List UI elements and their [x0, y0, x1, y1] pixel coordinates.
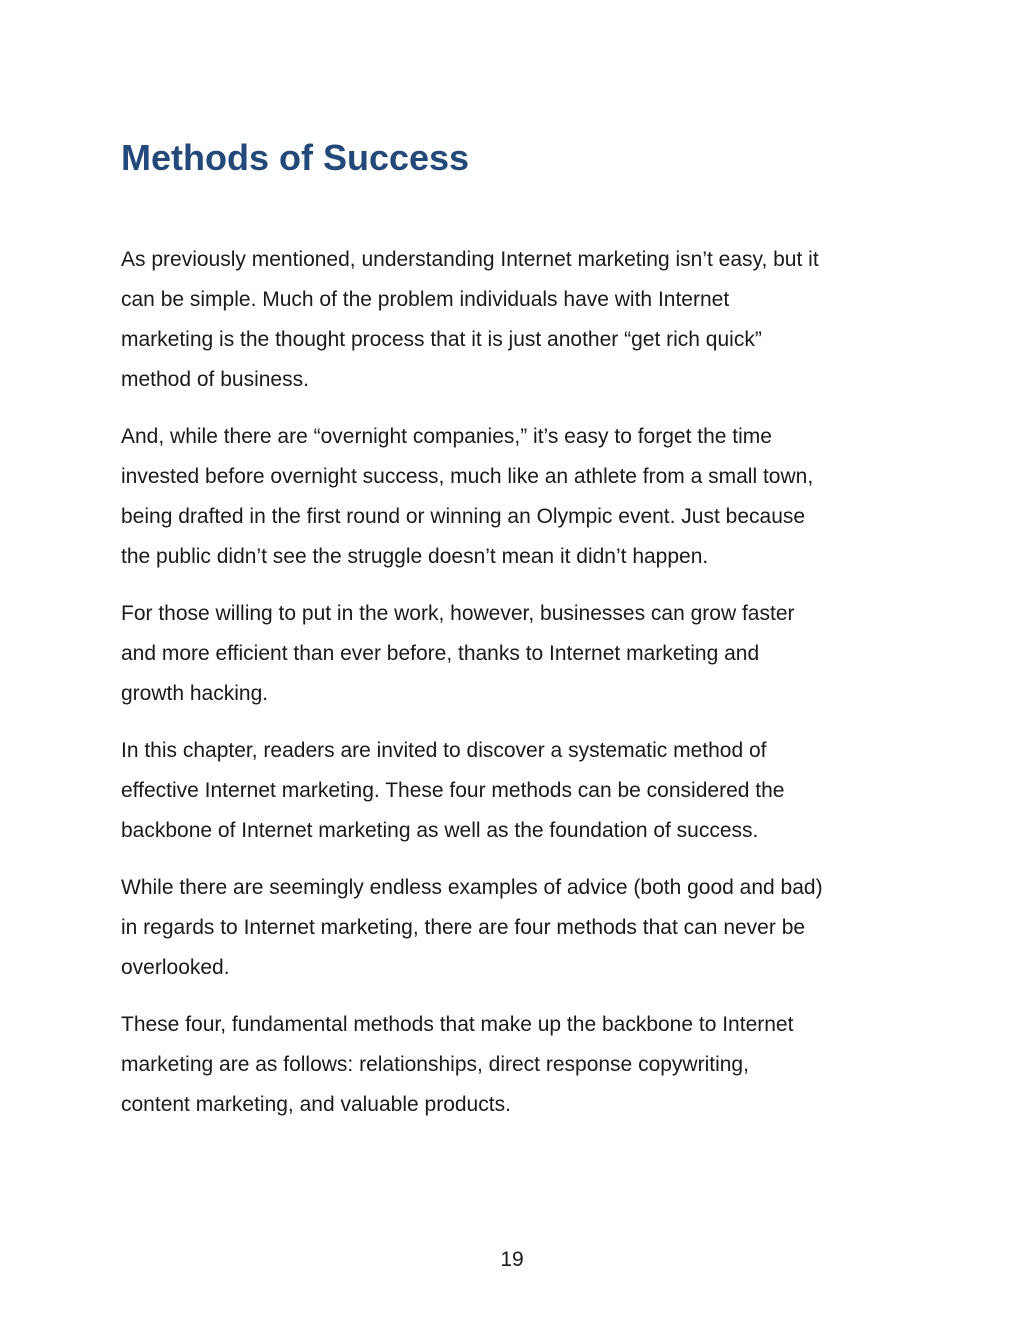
paragraph-line: effective Internet marketing. These four methods can be considered the: [121, 779, 785, 802]
paragraph-line: For those willing to put in the work, however, businesses can grow faster: [121, 602, 795, 625]
body-text: [121, 240, 911, 1142]
page-number: 19: [500, 1248, 524, 1271]
paragraph-line: As previously mentioned, understanding Internet marketing isn’t easy, but it: [121, 248, 819, 271]
paragraph-line: and more efficient than ever before, thanks to Internet marketing and: [121, 642, 760, 665]
paragraph-line: overlooked.: [121, 956, 230, 979]
paragraph-2: [121, 417, 911, 577]
paragraph-4: [121, 731, 911, 851]
paragraph-line: being drafted in the first round or winning an Olympic event. Just because: [121, 505, 806, 528]
paragraph-5: [121, 868, 911, 988]
paragraph-line: in regards to Internet marketing, there are four methods that can never be: [121, 916, 806, 939]
paragraph-line: marketing is the thought process that it is just another “get rich quick”: [121, 328, 762, 351]
paragraph-line: the public didn’t see the struggle doesn’t mean it didn’t happen.: [121, 545, 709, 568]
paragraph-line: backbone of Internet marketing as well as the foundation of success.: [121, 819, 759, 842]
paragraph-line: can be simple. Much of the problem individuals have with Internet: [121, 288, 730, 311]
paragraph-line: content marketing, and valuable products.: [121, 1093, 511, 1116]
paragraph-line: marketing are as follows: relationships, direct response copywriting,: [121, 1053, 749, 1076]
page-title: Methods of Success: [121, 137, 470, 178]
paragraph-line: In this chapter, readers are invited to discover a systematic method of: [121, 739, 767, 762]
paragraph-3: [121, 594, 911, 714]
paragraph-1: [121, 240, 911, 400]
paragraph-6: [121, 1005, 911, 1125]
paragraph-line: invested before overnight success, much like an athlete from a small town,: [121, 465, 814, 488]
paragraph-line: These four, fundamental methods that make up the backbone to Internet: [121, 1013, 794, 1036]
paragraph-line: And, while there are “overnight companies,” it’s easy to forget the time: [121, 425, 772, 448]
paragraph-line: While there are seemingly endless examples of advice (both good and bad): [121, 876, 823, 899]
paragraph-line: growth hacking.: [121, 682, 269, 705]
paragraph-line: method of business.: [121, 368, 309, 391]
